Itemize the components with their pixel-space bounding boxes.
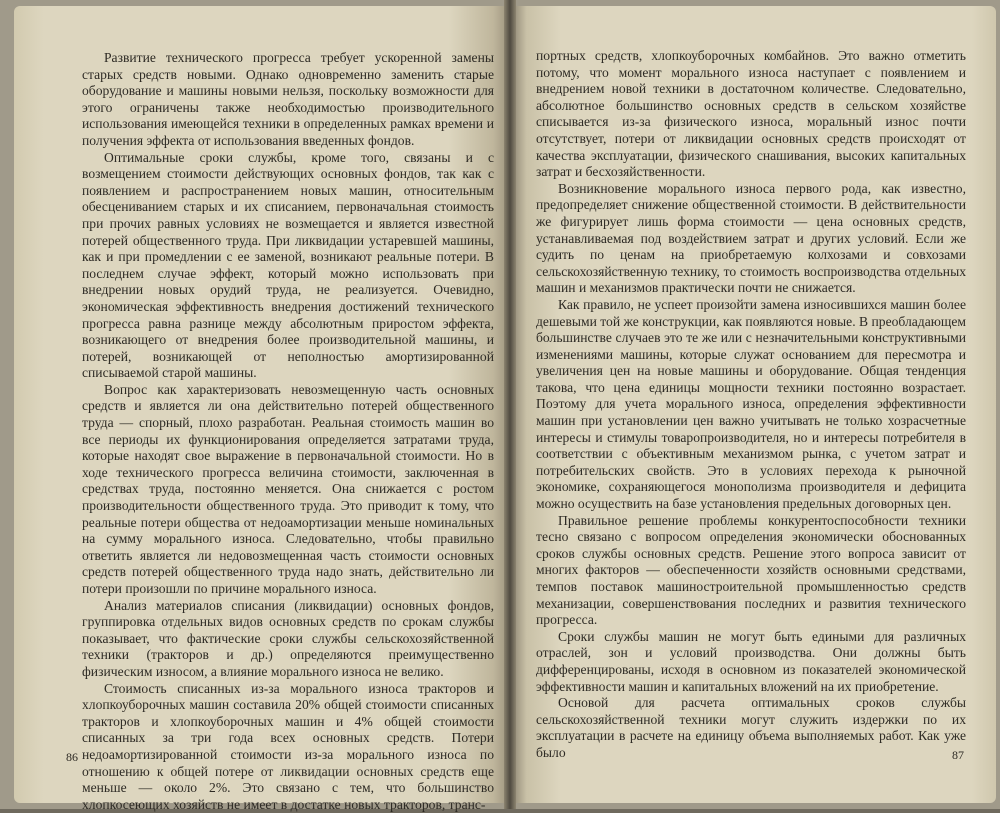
paragraph: Развитие технического прогресса требует ускоренной замены старых средств новыми. Однако одновременно заменить старые оборудование и машины новыми нельзя, поскольку возможности для этого ограничены также необходимостью производительного использования имеющейся техники в определенных рамках времени и получения эффекта от использования введенных фондов. — [82, 50, 494, 148]
paragraph: Правильное решение проблемы конкурентоспособности техники тесно связано с вопросом определения экономически обоснованных сроков службы основных средств. Решение этого вопроса зависит от многих факторов — обеспеченности хозяйств основными средствами, темпов поставок машиностроительной промышленностью средств механизации, совершенствования последних и развития технического прогресса. — [536, 512, 966, 628]
paragraph: Возникновение морального износа первого рода, как известно, предопределяет снижение общественной стоимости. В действительности же фигурирует лишь форма стоимости — цена основных средств, устанавливаемая под воздействием затрат и других условий. Если же судить по ценам на приобретаемую колхозами и совхозами сельскохозяйственную технику, то стоимость воспроизводства отдельных машин и механизмов практически почти не снижается. — [536, 180, 966, 296]
paragraph: Как правило, не успеет произойти замена износившихся машин более дешевыми той же конструкции, как появляются новые. В преобладающем большинстве случаев это те же или с незначительными конструктивными изменениями машины, которые служат основанием для пересмотра и увеличения цен на новые машины и оборудование. Общая тенденция такова, что цена единицы мощности техники постоянно возрастает. Поэтому для учета морального износа, определения эффективности машин при установлении цен важно учитывать не только хозрасчетные интересы и стимулы товаропроизводителя, но и интересы потребителя в соответствии с объективным механизмом рынка, с учетом затрат и потребительских свойств. Это в условиях перехода к рыночной экономике, сохраняющегося монополизма производителя и дефицита можно осуществить на базе установления предельных договорных цен. — [536, 296, 966, 512]
paragraph: Основой для расчета оптимальных сроков службы сельскохозяйственной техники могут служить издержки по их эксплуатации в расчете на единицу объема выполняемых работ. Как уже было — [536, 695, 966, 760]
left-page-text — [82, 50, 494, 813]
book-gutter — [504, 0, 516, 809]
page-number: 87 — [952, 748, 964, 762]
left-page — [14, 6, 508, 812]
paragraph: Вопрос как характеризовать невозмещенную часть основных средств и является ли она действительно потерей общественного труда — спорный, плохо разработан. Реальная стоимость машин во все периоды их функционирования определяется затратами труда, которые находят свое выражение в первоначальной стоимости. Но в ходе технического прогресса величина стоимости, заключенная в средствах труда, постоянно меняется. Она снижается с ростом производительности общественного труда. Это приводит к тому, что реальные потери общества от недоамортизации меньше номинальных на сумму морального износа. Следовательно, чтобы правильно ответить является ли недовозмещенная часть стоимости основных средств потерей общественного труда надо знать, действительно ли потери произошли по причине морального износа. — [82, 381, 494, 596]
paragraph: Стоимость списанных из-за морального износа тракторов и хлопкоуборочных машин составила 20% общей стоимости списанных тракторов и хлопкоуборочных машин и 4% общей стоимости списанных за три года всех основных средств. Потери недоамортизированной стоимости из-за морального износа по отношению к общей потере от ликвидации основных средств еще меньше — около 2%. Это связано с тем, что большинство хлопкосеющих хозяйств не имеет в достатке новых тракторов, транс- — [82, 680, 494, 812]
paragraph: портных средств, хлопкоуборочных комбайнов. Это важно отметить потому, что момент морального износа наступает с появлением и внедрением новой техники в достаточном количестве. Следовательно, абсолютное большинство основных средств в сельском хозяйстве списывается из-за физического износа, моральный износ почти отсутствует, потери от ликвидации основных средств происходят от качества эксплуатации, физического снашивания, высоких капитальных затрат и бесхозяйственности. — [536, 48, 966, 180]
paragraph: Сроки службы машин не могут быть едиными для различных отраслей, зон и условий производства. Они должны быть дифференцированы, исходя в основном из показателей экономической эффективности машин и капитальных вложений на их приобретение. — [536, 628, 966, 694]
paragraph: Оптимальные сроки службы, кроме того, связаны и с возмещением стоимости действующих основных фондов, так как с появлением и распространением новых машин, относительным обесцениванием старых и их списанием, первоначальная стоимость при прочих равных условиях не возмещается и является известной потерей общественного труда. При ликвидации устаревшей машины, как и при промедлении с ее заменой, возникают реальные потери. В последнем случае эффект, который можно использовать при внедрении новых орудий труда, не реализуется. Очевидно, экономическая эффективность внедрения достижений технического прогресса равна разнице между абсолютным приростом эффекта, возникающего от внедрения более производительной машины, и потерей, возникающей от неполностью амортизированной списываемой старой машины. — [82, 149, 494, 381]
right-page-text — [536, 48, 966, 762]
paragraph: Анализ материалов списания (ликвидации) основных фондов, группировка отдельных видов основных средств по срокам службы показывает, что фактические сроки службы сельскохозяйственной техники (тракторов и др.) определяются преимущественно физическим износом, а влияние морального износа не велико. — [82, 597, 494, 679]
page-number: 86 — [66, 750, 78, 764]
right-page — [512, 6, 996, 803]
